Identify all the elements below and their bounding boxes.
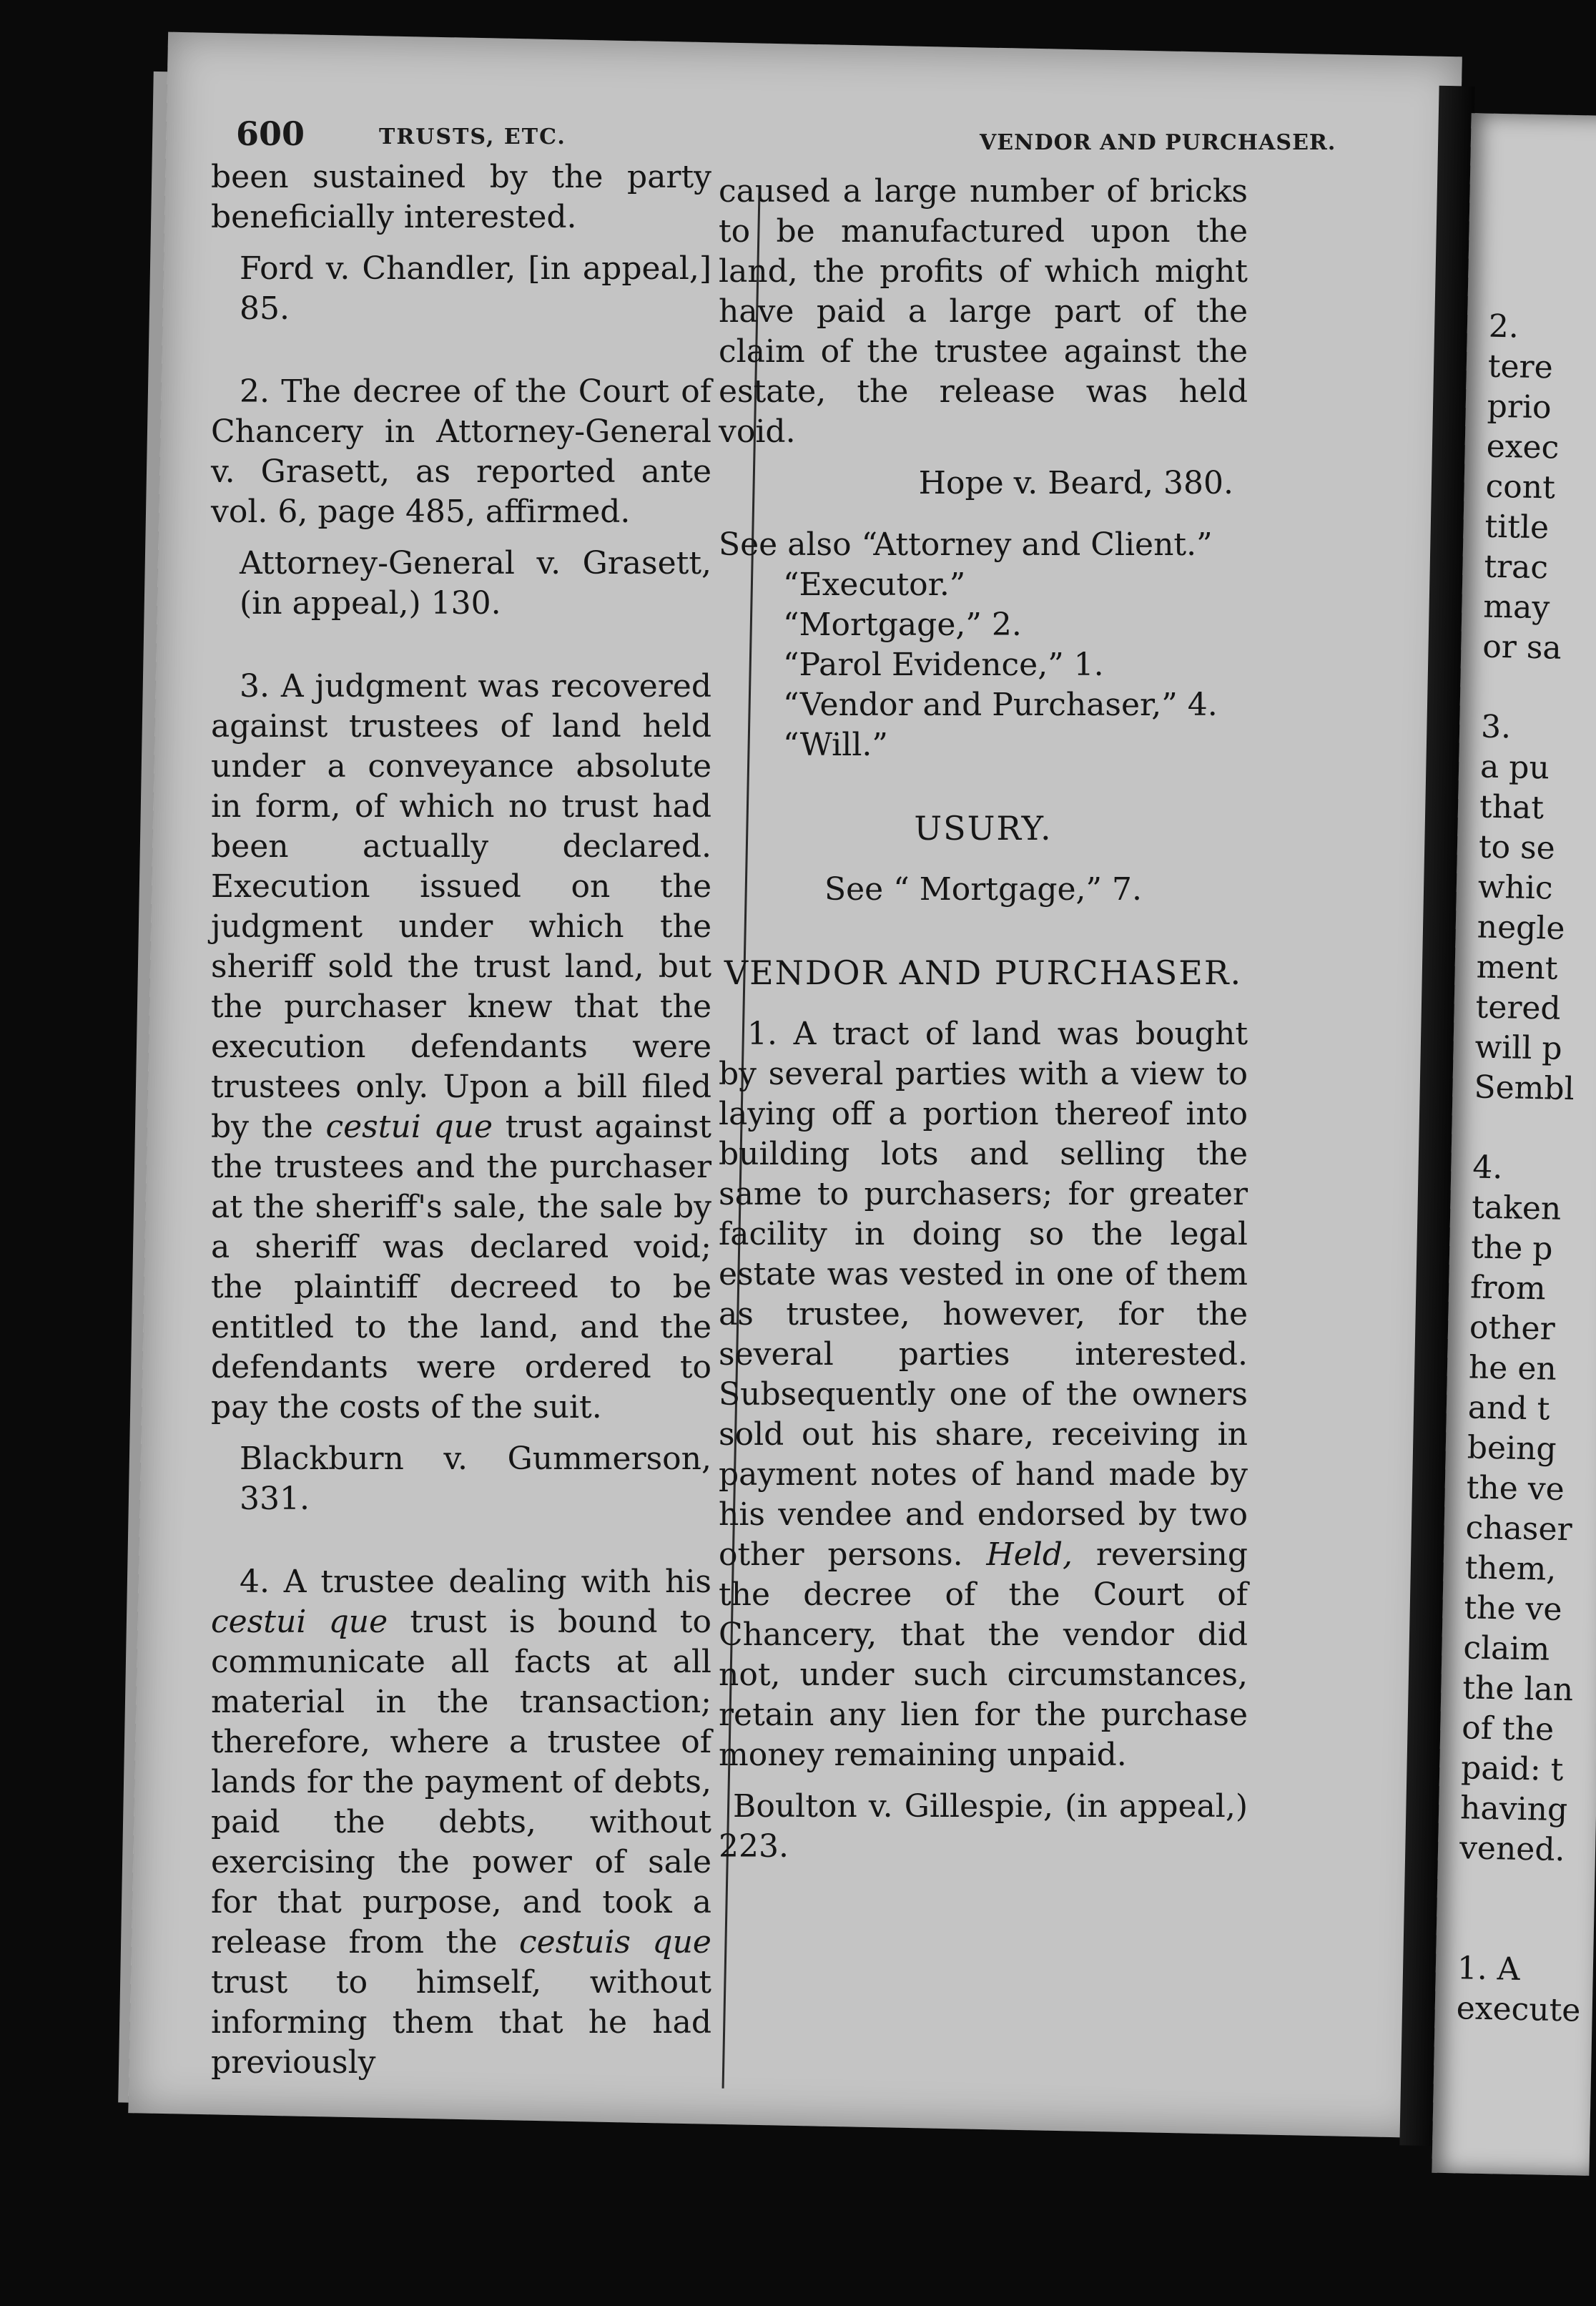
next-page-line: taken	[1471, 1189, 1562, 1227]
page-number: 600	[236, 114, 305, 153]
paragraph-2: 2. The decree of the Court of Chancery in Attorney-General v. Grasett, as reported ante vol. 6, page 485, affirmed.	[211, 373, 711, 530]
cross-reference: See “ Mortgage,” 7.	[824, 871, 1142, 908]
next-page-line: the lan	[1462, 1669, 1574, 1709]
see-also-item: “Vendor and Purchaser,” 4.	[783, 687, 1218, 723]
next-page-line: ment	[1476, 948, 1558, 987]
next-page-line: to se	[1478, 828, 1556, 867]
section-heading-vendor: VENDOR AND PURCHASER.	[724, 953, 1243, 992]
next-page-line: that	[1479, 788, 1545, 827]
next-page-line: cont	[1485, 468, 1556, 506]
next-page-line: and t	[1467, 1389, 1550, 1428]
next-page-line: them,	[1464, 1549, 1557, 1588]
next-page-line: tere	[1487, 348, 1554, 386]
next-page-line: may	[1482, 588, 1550, 627]
next-page-line	[1458, 1868, 1583, 1910]
next-page-line: exec	[1486, 428, 1560, 466]
next-page-line: vened.	[1459, 1830, 1565, 1869]
next-page-line	[1473, 1107, 1596, 1149]
next-page-text	[1456, 307, 1596, 2031]
see-also-item: “Executor.”	[783, 566, 966, 603]
next-page-line: a pu	[1479, 748, 1550, 787]
case-citation: Ford v. Chandler, [in appeal,] 85.	[240, 250, 711, 327]
next-page-line: Sembl	[1474, 1069, 1575, 1108]
next-page-line: prio	[1487, 388, 1552, 426]
next-page-line: the p	[1470, 1229, 1553, 1267]
next-page-line: from	[1469, 1269, 1547, 1307]
see-also-item: “Parol Evidence,” 1.	[783, 647, 1104, 683]
case-citation: Attorney-General v. Grasett, (in appeal,) 130.	[240, 545, 711, 622]
paragraph-3: 3. A judgment was recovered against trustees of land held under a conveyance absolute in form, of which no trust had been actually declared. Execution issued on the judgment under which the sheriff sold the trust land, but the purchaser knew that the execution defendants were trustees only. Upon a bill filed by the cestui que trust against the trustees and the purchaser at the sheriff's sale, the sale by a sheriff was declared void; the plaintiff decreed to be entitled to the land, and the defendants were ordered to pay the costs of the suit.	[211, 668, 711, 1426]
see-also-list	[719, 565, 1248, 765]
next-page-line: chaser	[1465, 1509, 1573, 1549]
next-page-line: will p	[1474, 1029, 1563, 1067]
next-page-line: 4.	[1472, 1149, 1503, 1187]
case-citation: Hope v. Beard, 380.	[918, 465, 1233, 501]
case-citation: Boulton v. Gillespie, (in appeal,) 223.	[719, 1788, 1248, 1865]
paragraph-4: 4. A trustee dealing with his cestui que trust is bound to communicate all facts at all material in the transaction; therefore, where a trustee of lands for the payment of debts, paid the debts, without exercising the power of sale for that purpose, and took a release from the cestuis que trust to himself, without informing them that he had previously	[211, 1564, 711, 2081]
next-page-line: claim	[1462, 1629, 1550, 1668]
next-page-line: he en	[1468, 1349, 1557, 1388]
next-page-line: title	[1484, 508, 1550, 546]
next-page-line: or sa	[1482, 628, 1562, 667]
next-page-line: other	[1469, 1309, 1556, 1348]
next-page-line: 2.	[1488, 308, 1519, 345]
next-page-line: execute	[1456, 1990, 1581, 2029]
next-page-line	[1457, 1908, 1582, 1951]
next-page-line	[1482, 667, 1596, 710]
right-running-title: VENDOR AND PURCHASER.	[980, 130, 1336, 155]
section-heading-usury: USURY.	[914, 809, 1053, 848]
paragraph-1: 1. A tract of land was bought by several parties with a view to laying off a portion thereof into building lots and selling the same to purchasers; for greater facility in doing so the legal estate was vested in one of them as trustee, however, for the several parties interested. Subsequently one of the owners sold out his share, receiving in payment notes of hand made by his vendee and endorsed by two other persons. Held, reversing the decree of the Court of Chancery, that the vendor did not, under such circumstances, retain any lien for the purchase money remaining unpaid.	[719, 1016, 1248, 1773]
next-page-line: tered	[1475, 988, 1562, 1027]
next-page-line: having	[1459, 1790, 1568, 1829]
case-citation: Blackburn v. Gummerson, 331.	[240, 1441, 711, 1517]
right-column	[719, 172, 1248, 1867]
next-page-line: of the	[1461, 1709, 1555, 1748]
next-page-line: 3.	[1480, 708, 1512, 746]
running-head	[236, 114, 1351, 157]
left-running-title: TRUSTS, ETC.	[379, 124, 566, 149]
next-page-line: being	[1467, 1429, 1557, 1468]
next-page-line: whic	[1477, 868, 1554, 907]
next-page-line: the ve	[1464, 1589, 1562, 1628]
next-page-line: 1. A	[1457, 1950, 1521, 1988]
next-page-line: paid: t	[1460, 1750, 1564, 1789]
next-page-line: trac	[1484, 548, 1549, 587]
paragraph-continuation: been sustained by the party beneficially interested.	[211, 159, 711, 235]
left-column	[211, 157, 711, 2083]
see-also-item: “Mortgage,” 2.	[783, 607, 1022, 643]
see-also-label: See also “Attorney and Client.”	[719, 526, 1213, 563]
next-page-line: negle	[1477, 908, 1565, 947]
paragraph-continuation: caused a large number of bricks to be manufactured upon the land, the profits of which might have paid a large part of the claim of the trustee against the estate, the release was held void.	[719, 173, 1248, 450]
see-also-item: “Will.”	[783, 727, 888, 763]
next-page-line: the ve	[1466, 1469, 1565, 1508]
